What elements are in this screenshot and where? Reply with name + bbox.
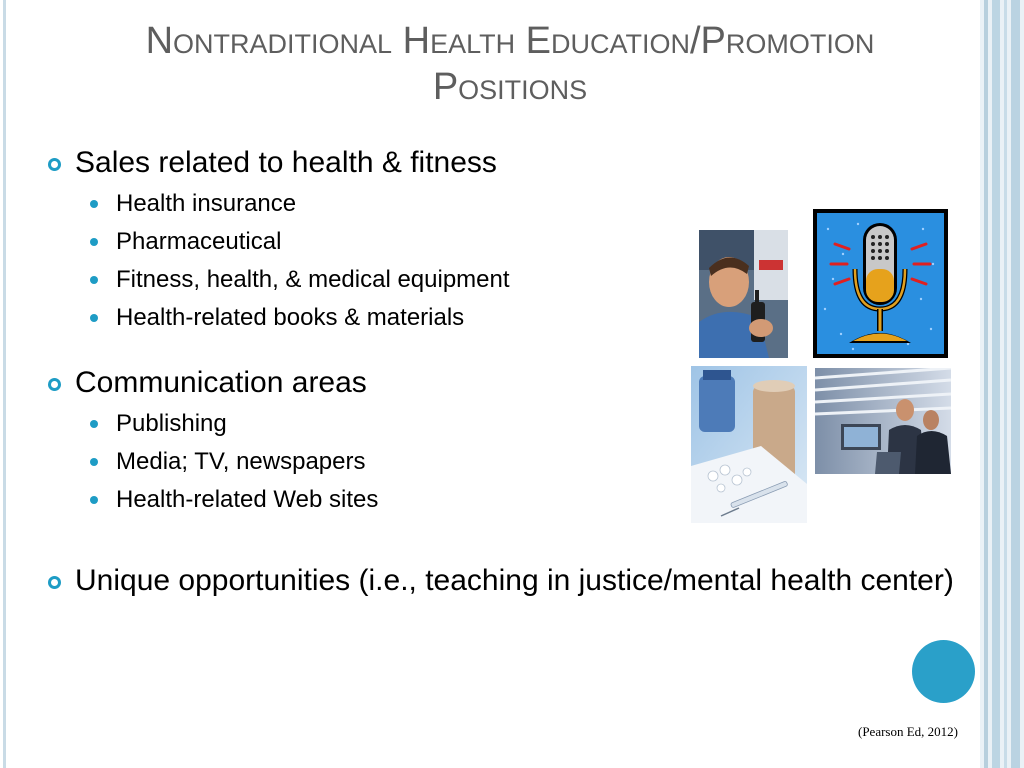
dot-bullet-icon (90, 458, 98, 466)
section-heading: Unique opportunities (i.e., teaching in justice/mental health center) (75, 564, 954, 597)
list-item-text: Pharmaceutical (116, 228, 282, 255)
left-border-decoration (0, 0, 10, 768)
list-item-text: Media; TV, newspapers (116, 448, 366, 475)
decorative-circle (912, 640, 975, 703)
list-item-text: Health insurance (116, 190, 297, 217)
title-line-2: Positions (432, 66, 588, 108)
list-item-text: Publishing (116, 410, 227, 437)
section-sales (48, 145, 968, 181)
title-line-1: Nontraditional Health Education/Promotion (145, 20, 875, 62)
dot-bullet-icon (90, 200, 98, 208)
slide-title (60, 18, 960, 110)
dot-bullet-icon (90, 496, 98, 504)
section-heading: Sales related to health & fitness (75, 146, 497, 179)
section-heading: Communication areas (75, 366, 367, 399)
right-stripe-decoration (980, 0, 1024, 768)
ring-bullet-icon (48, 378, 61, 391)
paramedic-radio-photo (699, 230, 788, 358)
ring-bullet-icon (48, 158, 61, 171)
dot-bullet-icon (90, 420, 98, 428)
list-item-text: Fitness, health, & medical equipment (116, 266, 510, 293)
dot-bullet-icon (90, 314, 98, 322)
list-item-text: Health-related books & materials (116, 304, 465, 331)
dot-bullet-icon (90, 238, 98, 246)
ring-bullet-icon (48, 576, 61, 589)
list-item (48, 481, 968, 519)
medical-supplies-photo (691, 366, 807, 523)
list-item-text: Health-related Web sites (116, 486, 379, 513)
section-unique (48, 563, 975, 599)
dot-bullet-icon (90, 276, 98, 284)
businessmen-computer-photo (815, 368, 951, 474)
microphone-clipart (813, 209, 948, 358)
citation: (Pearson Ed, 2012) (857, 724, 958, 739)
